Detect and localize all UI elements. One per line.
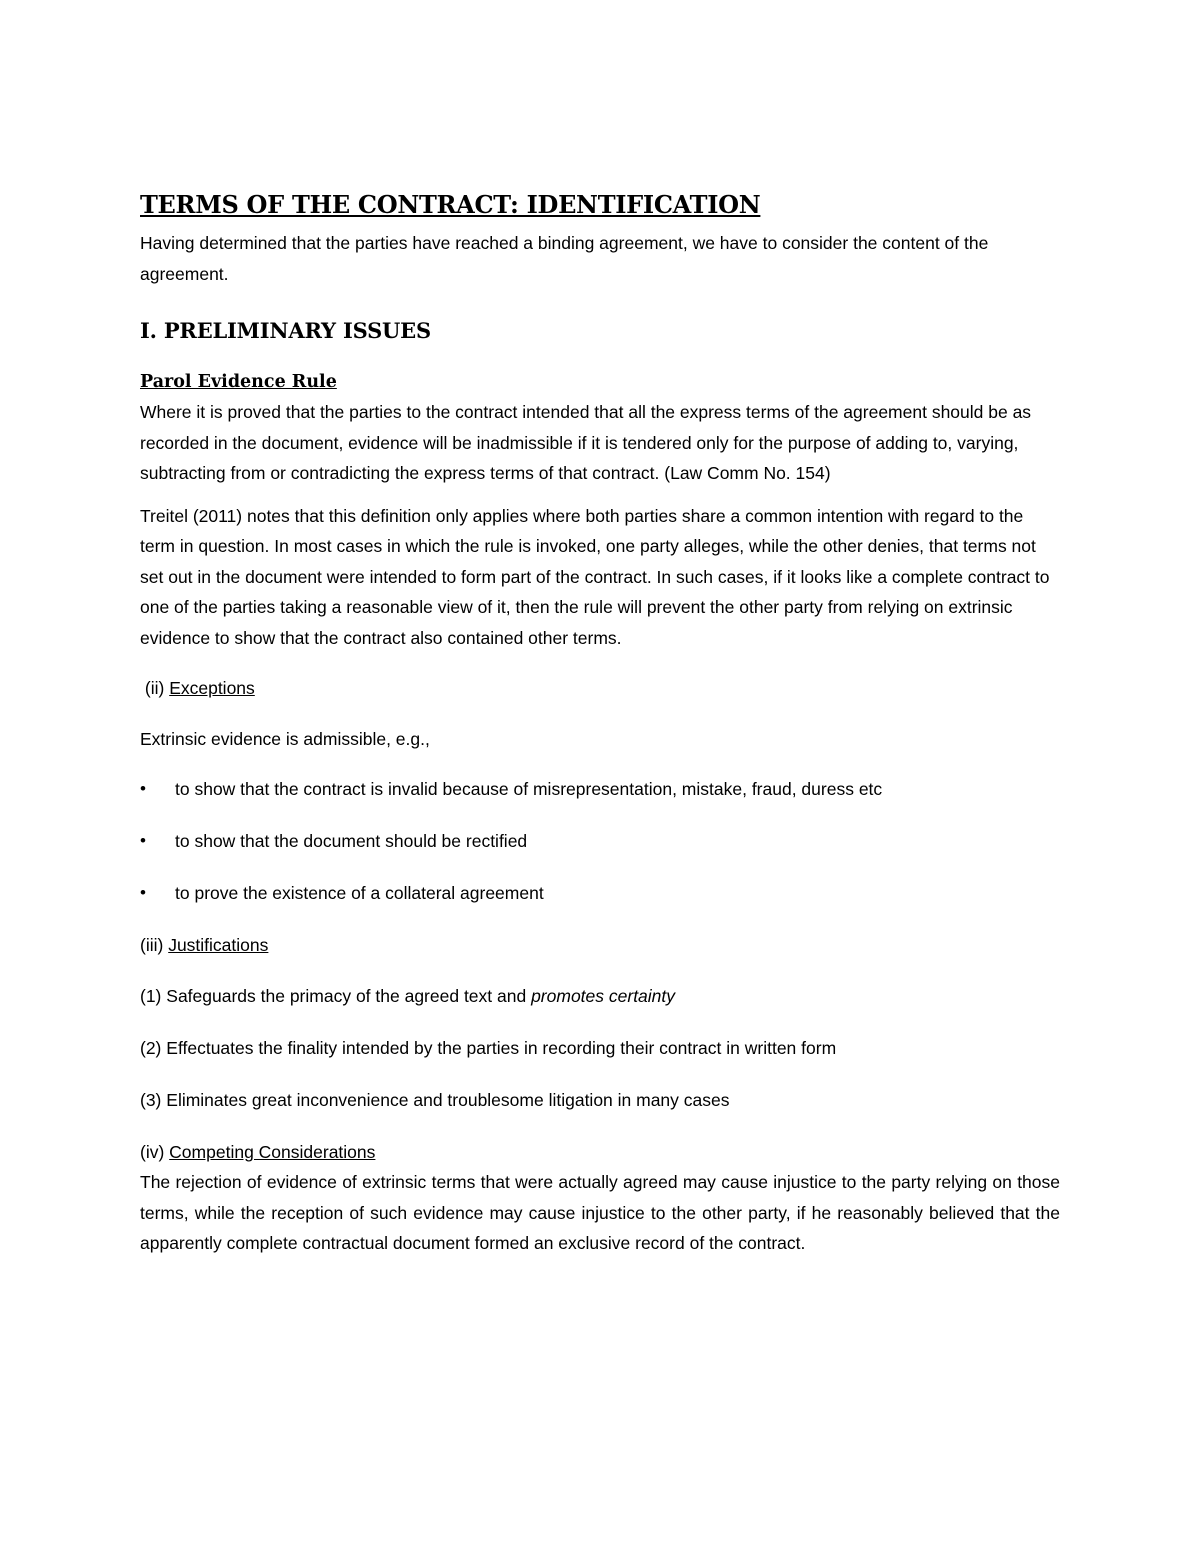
exceptions-lead: Extrinsic evidence is admissible, e.g.,: [140, 728, 430, 749]
exceptions-list: [140, 774, 1060, 908]
spacer: [140, 489, 1060, 501]
justification-item: (1) Safeguards the primacy of the agreed text and promotes certainty: [140, 985, 676, 1006]
justifications-number: (iii): [140, 935, 164, 955]
spacer: [140, 347, 1060, 367]
justification-item: (3) Eliminates great inconvenience and troublesome litigation in many cases: [140, 1089, 730, 1110]
competing-paragraph: The rejection of evidence of extrinsic terms that were actually agreed may cause injustice to the party relying on those terms, while the reception of such evidence may cause injustice to the other party, if he reasonably believed that the apparently complete contractual document formed an exclusive record of the contract.: [140, 1172, 1060, 1253]
bullet-icon: •: [140, 779, 146, 798]
competing-label: Competing Considerations: [169, 1141, 376, 1162]
spacer: [140, 653, 1060, 673]
spacer: [140, 704, 1060, 724]
exceptions-number: (ii): [144, 678, 165, 698]
competing-number: (iv): [140, 1141, 165, 1162]
spacer: [140, 754, 1060, 774]
competing-heading: [140, 1137, 1060, 1168]
spacer: [140, 289, 1060, 315]
document-title: TERMS OF THE CONTRACT: IDENTIFICATION: [140, 190, 761, 219]
parol-definition-paragraph: Where it is proved that the parties to the contract intended that all the express terms of the agreement should be as recorded in the document, evidence will be inadmissible if it is tendered only for the purpose of adding to, varying, subtracting from or contradicting the express terms of that contract. (Law Comm No. 154): [140, 402, 1032, 483]
section-heading-preliminary: I. PRELIMINARY ISSUES: [140, 318, 431, 343]
list-item: • to show that the document should be rectified: [140, 826, 1060, 856]
justifications-label: Justifications: [168, 935, 269, 955]
justification-item: (2) Effectuates the finality intended by the parties in recording their contract in written form: [140, 1037, 837, 1058]
bullet-icon: •: [140, 831, 146, 850]
document-page: [140, 188, 1060, 1259]
justifications-heading: [140, 930, 1060, 961]
spacer: [140, 961, 1060, 981]
bullet-icon: •: [140, 883, 146, 902]
parol-evidence-heading: Parol Evidence Rule: [140, 372, 337, 392]
exceptions-heading: [140, 673, 1060, 704]
exceptions-label: Exceptions: [169, 678, 255, 698]
intro-paragraph: Having determined that the parties have reached a binding agreement, we have to consider the content of the agreement.: [140, 233, 989, 284]
treitel-paragraph: Treitel (2011) notes that this definition only applies where both parties share a common intention with regard to the term in question. In most cases in which the rule is invoked, one party alleges, while the other denies, that terms not set out in the document were intended to form part of the contract. In such cases, if it looks like a complete contract to one of the parties taking a reasonable view of it, then the rule will prevent the other party from relying on extrinsic evidence to show that the contract also contained other terms.: [140, 505, 1050, 648]
list-item: • to show that the contract is invalid because of misrepresentation, mistake, fraud, duress etc: [140, 774, 1060, 804]
list-item: • to prove the existence of a collateral agreement: [140, 878, 1060, 908]
